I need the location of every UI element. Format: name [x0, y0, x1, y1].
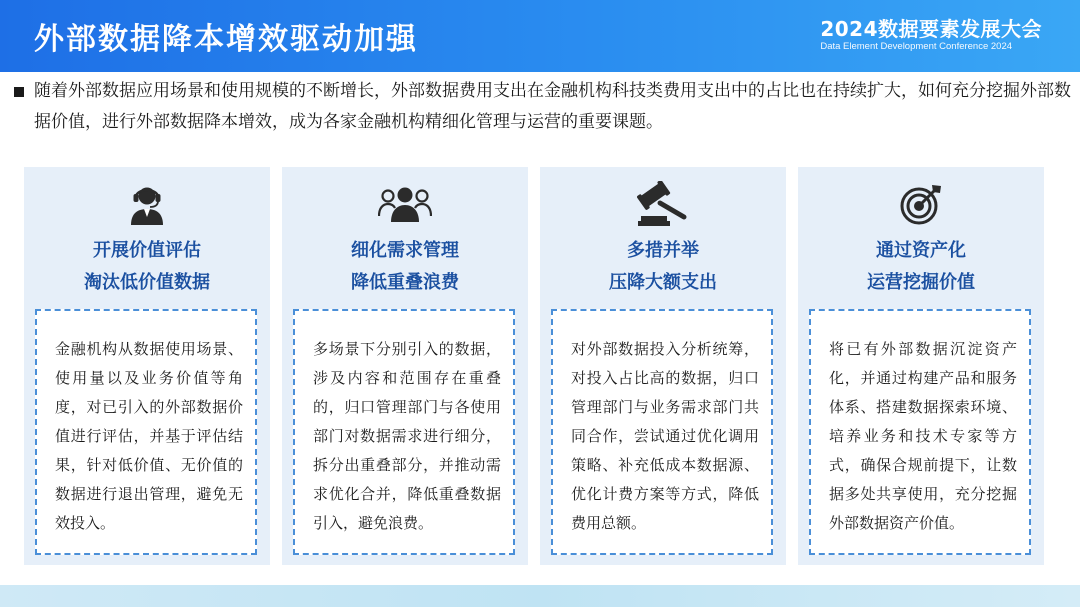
card-value-assessment	[24, 167, 270, 565]
customer-service-icon	[24, 179, 270, 229]
card-demand-management	[282, 167, 528, 565]
footer-band	[0, 585, 1080, 607]
target-icon	[798, 179, 1044, 229]
card-reduce-expenditure	[540, 167, 786, 565]
strategy-cards	[24, 167, 1058, 565]
card-title-line1: 细化需求管理	[351, 240, 459, 261]
card-title-line2: 淘汰低价值数据	[84, 272, 210, 293]
group-users-icon	[282, 179, 528, 229]
page-title: 外部数据降本增效驱动加强	[34, 22, 418, 57]
card-body-box	[551, 309, 773, 555]
card-body-box	[293, 309, 515, 555]
header-banner	[0, 0, 1080, 72]
intro-text: 随着外部数据应用场景和使用规模的不断增长，外部数据费用支出在金融机构科技类费用支出中的占比也在持续扩大，如何充分挖掘外部数据价值，进行外部数据降本增效，成为各家金融机构精细化管理与运营的重要课题。	[34, 81, 1071, 132]
card-body-box	[809, 309, 1031, 555]
card-body-text: 将已有外部数据沉淀资产化，并通过构建产品和服务体系、搭建数据探索环境、培养业务和技术专家等方式，确保合规前提下，让数据多处共享使用，充分挖掘外部数据资产价值。	[829, 340, 1017, 532]
brand-sub-text: Data Element Development Conference 2024	[820, 41, 1013, 52]
gavel-icon	[540, 179, 786, 229]
card-body-box	[35, 309, 257, 555]
card-title-line1: 多措并举	[627, 240, 699, 261]
card-title-line1: 开展价值评估	[93, 240, 201, 261]
card-title	[540, 235, 786, 299]
card-assetization	[798, 167, 1044, 565]
brand-main-text: 2024数据要素发展大会	[820, 17, 1042, 41]
card-title-line2: 运营挖掘价值	[867, 272, 975, 293]
card-title-line1: 通过资产化	[876, 240, 966, 261]
card-title-line2: 降低重叠浪费	[351, 272, 459, 293]
card-title	[24, 235, 270, 299]
card-body-text: 多场景下分别引入的数据，涉及内容和范围存在重叠的，归口管理部门与各使用部门对数据需求进行细分，拆分出重叠部分，并推动需求优化合并，降低重叠数据引入，避免浪费。	[313, 340, 501, 532]
card-title-line2: 压降大额支出	[609, 272, 717, 293]
card-body-text: 金融机构从数据使用场景、使用量以及业务价值等角度，对已引入的外部数据价值进行评估，并基于评估结果，针对低价值、无价值的数据进行退出管理，避免无效投入。	[55, 340, 243, 532]
card-title	[798, 235, 1044, 299]
conference-brand	[820, 18, 1042, 54]
card-body-text: 对外部数据投入分析统筹，对投入占比高的数据，归口管理部门与业务需求部门共同合作，尝试通过优化调用策略、补充低成本数据源、优化计费方案等方式，降低费用总额。	[571, 340, 759, 532]
bullet-square-icon	[14, 87, 24, 97]
card-title	[282, 235, 528, 299]
